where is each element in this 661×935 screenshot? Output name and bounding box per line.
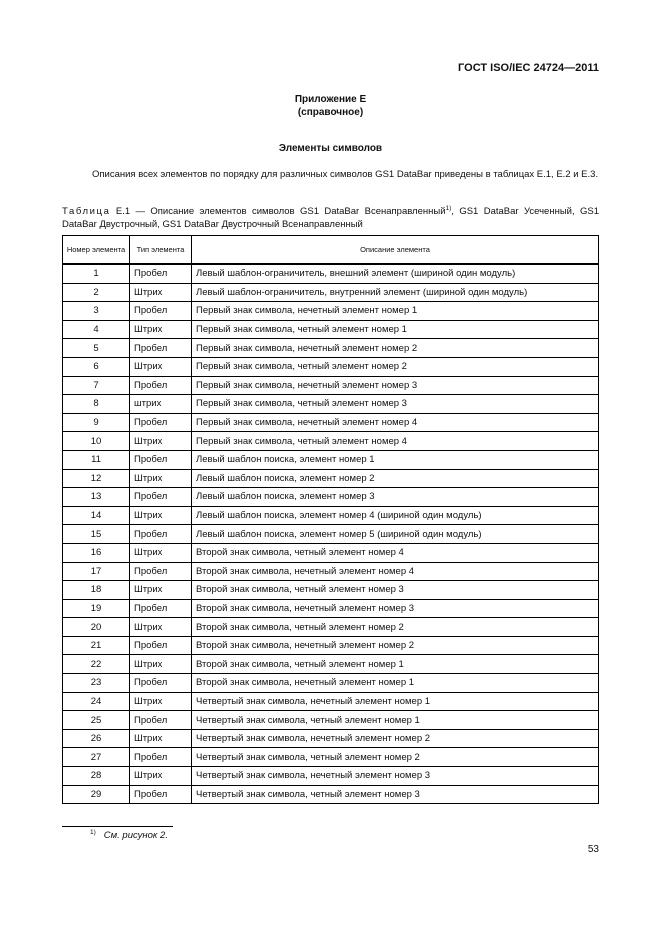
table-row [63, 581, 599, 600]
cell-type: Штрих [130, 618, 192, 637]
cell-type: Пробел [130, 413, 192, 432]
cell-description: Второй знак символа, четный элемент номер 4 [192, 543, 599, 562]
cell-description: Четвертый знак символа, четный элемент номер 3 [192, 785, 599, 804]
cell-description: Четвертый знак символа, четный элемент номер 1 [192, 711, 599, 730]
column-header-number: Номер элемента [63, 236, 130, 265]
intro-paragraph: Описания всех элементов по порядку для различных символов GS1 DataBar приведены в таблицах Е.1, Е.2 и Е.3. [92, 169, 599, 180]
table-row [63, 562, 599, 581]
table-row [63, 674, 599, 693]
cell-description: Второй знак символа, четный элемент номер 1 [192, 655, 599, 674]
cell-description: Второй знак символа, четный элемент номер 2 [192, 618, 599, 637]
cell-description: Первый знак символа, четный элемент номер 1 [192, 320, 599, 339]
table-row [63, 432, 599, 451]
table-row [63, 283, 599, 302]
table-body [63, 264, 599, 804]
cell-number: 3 [63, 302, 130, 321]
table-caption-label: Таблица [62, 206, 111, 218]
standard-designation: ГОСТ ISO/IEC 24724—2011 [458, 62, 599, 74]
table-row [63, 767, 599, 786]
table-row [63, 543, 599, 562]
cell-number: 21 [63, 636, 130, 655]
cell-description: Первый знак символа, четный элемент номер 4 [192, 432, 599, 451]
footnote [90, 829, 168, 841]
column-header-description: Описание элемента [192, 236, 599, 265]
cell-type: Пробел [130, 599, 192, 618]
table-row [63, 488, 599, 507]
cell-type: Штрих [130, 729, 192, 748]
table-row [63, 469, 599, 488]
cell-type: Пробел [130, 376, 192, 395]
cell-number: 1 [63, 264, 130, 283]
table-row [63, 636, 599, 655]
cell-number: 12 [63, 469, 130, 488]
cell-description: Второй знак символа, нечетный элемент номер 3 [192, 599, 599, 618]
cell-number: 5 [63, 339, 130, 358]
cell-number: 16 [63, 543, 130, 562]
table-row [63, 655, 599, 674]
cell-number: 11 [63, 450, 130, 469]
cell-type: Штрих [130, 543, 192, 562]
footnote-marker: 1) [90, 829, 96, 836]
table-caption [62, 202, 599, 231]
cell-type: Штрих [130, 581, 192, 600]
cell-description: Второй знак символа, четный элемент номер 3 [192, 581, 599, 600]
cell-number: 28 [63, 767, 130, 786]
cell-number: 13 [63, 488, 130, 507]
cell-type: Пробел [130, 785, 192, 804]
cell-description: Первый знак символа, нечетный элемент номер 4 [192, 413, 599, 432]
table-row [63, 339, 599, 358]
table-row [63, 302, 599, 321]
cell-type: Пробел [130, 711, 192, 730]
cell-description: Левый шаблон поиска, элемент номер 5 (шириной один модуль) [192, 525, 599, 544]
cell-type: Штрих [130, 283, 192, 302]
cell-type: Штрих [130, 767, 192, 786]
cell-description: Четвертый знак символа, нечетный элемент номер 3 [192, 767, 599, 786]
footnote-text: См. рисунок 2. [103, 830, 168, 842]
cell-description: Первый знак символа, четный элемент номер 2 [192, 357, 599, 376]
table-row [63, 450, 599, 469]
cell-description: Левый шаблон поиска, элемент номер 2 [192, 469, 599, 488]
elements-table [62, 235, 599, 804]
cell-number: 22 [63, 655, 130, 674]
cell-number: 6 [63, 357, 130, 376]
cell-number: 7 [63, 376, 130, 395]
cell-description: Левый шаблон поиска, элемент номер 3 [192, 488, 599, 507]
cell-description: Первый знак символа, нечетный элемент номер 2 [192, 339, 599, 358]
cell-type: Пробел [130, 264, 192, 283]
cell-number: 24 [63, 692, 130, 711]
cell-number: 15 [63, 525, 130, 544]
table-row [63, 395, 599, 414]
cell-description: Второй знак символа, нечетный элемент номер 2 [192, 636, 599, 655]
page-number: 53 [587, 844, 599, 855]
cell-number: 25 [63, 711, 130, 730]
cell-type: Пробел [130, 302, 192, 321]
cell-number: 23 [63, 674, 130, 693]
table-row [63, 748, 599, 767]
cell-type: Пробел [130, 488, 192, 507]
cell-number: 18 [63, 581, 130, 600]
table-row [63, 599, 599, 618]
cell-number: 10 [63, 432, 130, 451]
cell-type: Пробел [130, 748, 192, 767]
table-caption-text: Е.1 — Описание элементов символов GS1 DataBar Всенаправленный [110, 206, 446, 218]
table-row [63, 711, 599, 730]
cell-number: 14 [63, 506, 130, 525]
column-header-type: Тип элемента [130, 236, 192, 265]
table-row [63, 357, 599, 376]
cell-type: Штрих [130, 655, 192, 674]
cell-type: Пробел [130, 636, 192, 655]
cell-description: Первый знак символа, четный элемент номер 3 [192, 395, 599, 414]
table-row [63, 525, 599, 544]
cell-description: Четвертый знак символа, четный элемент номер 2 [192, 748, 599, 767]
cell-description: Первый знак символа, нечетный элемент номер 3 [192, 376, 599, 395]
cell-number: 17 [63, 562, 130, 581]
cell-description: Левый шаблон поиска, элемент номер 4 (шириной один модуль) [192, 506, 599, 525]
cell-type: Штрих [130, 357, 192, 376]
cell-type: штрих [130, 395, 192, 414]
cell-description: Второй знак символа, нечетный элемент номер 4 [192, 562, 599, 581]
table-row [63, 413, 599, 432]
cell-type: Пробел [130, 674, 192, 693]
appendix-heading [0, 93, 661, 119]
cell-number: 27 [63, 748, 130, 767]
cell-type: Пробел [130, 339, 192, 358]
cell-type: Штрих [130, 432, 192, 451]
cell-description: Второй знак символа, нечетный элемент номер 1 [192, 674, 599, 693]
table-row [63, 376, 599, 395]
table-row [63, 785, 599, 804]
cell-description: Левый шаблон-ограничитель, внутренний элемент (шириной один модуль) [192, 283, 599, 302]
cell-description: Левый шаблон поиска, элемент номер 1 [192, 450, 599, 469]
table-row [63, 320, 599, 339]
footnote-ref: 1) [445, 205, 452, 212]
appendix-subtitle: (справочное) [297, 107, 364, 118]
cell-type: Пробел [130, 525, 192, 544]
cell-type: Пробел [130, 562, 192, 581]
cell-type: Штрих [130, 469, 192, 488]
cell-number: 4 [63, 320, 130, 339]
section-title: Элементы символов [278, 143, 383, 154]
table-header-row [63, 236, 599, 265]
appendix-title: Приложение Е [294, 94, 367, 105]
table-row [63, 506, 599, 525]
cell-type: Штрих [130, 692, 192, 711]
table-caption-text-continued: , GS1 DataBar Усеченный, GS1 DataBar Двустрочный, GS1 DataBar Двустрочный Всенаправленный [62, 206, 599, 231]
table-row [63, 618, 599, 637]
cell-number: 9 [63, 413, 130, 432]
cell-type: Пробел [130, 450, 192, 469]
cell-type: Штрих [130, 506, 192, 525]
cell-number: 26 [63, 729, 130, 748]
cell-description: Четвертый знак символа, нечетный элемент номер 2 [192, 729, 599, 748]
cell-type: Штрих [130, 320, 192, 339]
cell-number: 29 [63, 785, 130, 804]
cell-description: Левый шаблон-ограничитель, внешний элемент (шириной один модуль) [192, 264, 599, 283]
cell-number: 8 [63, 395, 130, 414]
cell-number: 2 [63, 283, 130, 302]
table-row [63, 729, 599, 748]
table-row [63, 264, 599, 283]
footnote-divider [62, 826, 173, 827]
cell-number: 20 [63, 618, 130, 637]
table-row [63, 692, 599, 711]
cell-number: 19 [63, 599, 130, 618]
cell-description: Первый знак символа, нечетный элемент номер 1 [192, 302, 599, 321]
cell-description: Четвертый знак символа, нечетный элемент номер 1 [192, 692, 599, 711]
